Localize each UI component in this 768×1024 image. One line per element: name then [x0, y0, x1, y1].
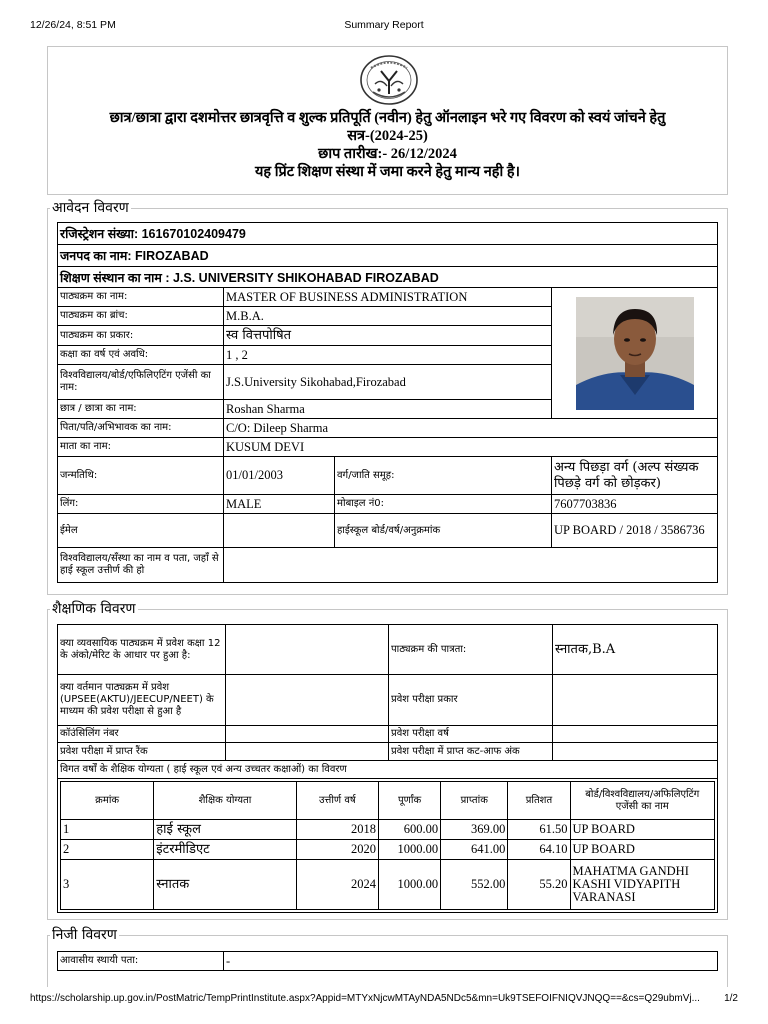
rank-value: [226, 743, 389, 761]
email-value: [224, 514, 335, 548]
education-history-label: विगत वर्षों के शैक्षिक योग्यता ( हाई स्कूल एवं अन्य उच्चतर कक्षाओं) का विवरण: [58, 761, 718, 779]
report-header: [47, 46, 728, 195]
table-row: [61, 820, 715, 840]
personal-details-table: [57, 951, 718, 971]
entrance-admission-value: [226, 675, 389, 726]
email-label: ईमेल: [58, 514, 224, 548]
education-history-cell: [58, 779, 718, 913]
year-label: कक्षा का वर्ष एवं अवधि:: [58, 346, 224, 365]
print-datetime: 12/26/24, 8:51 PM: [30, 19, 116, 31]
student-photo: [576, 297, 694, 410]
application-details-legend: आवेदन विवरण: [52, 200, 129, 216]
exam-year-value: [553, 726, 718, 743]
highschool-address-value: [224, 548, 718, 583]
dob-value: 01/01/2003: [224, 457, 335, 495]
education-header-row: [61, 782, 715, 820]
row-obtained-marks: 641.00: [441, 840, 508, 860]
row-serial: 3: [61, 860, 154, 910]
up-government-emblem-icon: [359, 54, 419, 106]
print-header: [30, 19, 738, 33]
header-notice: यह प्रिंट शिक्षण संस्था में जमा करने हेतु मान्य नही है।: [254, 164, 521, 180]
institution-name: शिक्षण संस्थान का नाम : J.S. UNIVERSITY SHIKOHABAD FIROZABAD: [58, 267, 718, 288]
father-name-value: C/O: Dileep Sharma: [224, 419, 718, 438]
personal-details-legend: निजी विवरण: [52, 927, 117, 943]
exam-year-label: प्रवेश परीक्षा वर्ष: [389, 726, 553, 743]
rank-label: प्रवेश परीक्षा में प्राप्त रैंक: [58, 743, 226, 761]
counselling-label: कॉउंसिलिंग नंबर: [58, 726, 226, 743]
gender-label: लिंग:: [58, 495, 224, 514]
row-max-marks: 1000.00: [378, 840, 440, 860]
mother-name-value: KUSUM DEVI: [224, 438, 718, 457]
col-qualification: शैक्षिक योग्यता: [154, 782, 296, 820]
category-value: अन्य पिछड़ा वर्ग (अल्प संख्यक पिछड़े वर्ग को छोड़कर): [552, 457, 718, 495]
row-pass-year: 2024: [296, 860, 378, 910]
district-name: जनपद का नाम: FIROZABAD: [58, 245, 718, 267]
entrance-admission-label: क्या वर्तमान पाठ्यक्रम में प्रवेश (UPSEE(AKTU)/JEECUP/NEET) के माध्यम की प्रवेश परीक्षा से हुआ है: [58, 675, 226, 726]
counselling-value: [226, 726, 389, 743]
col-serial: क्रमांक: [61, 782, 154, 820]
row-serial: 2: [61, 840, 154, 860]
highschool-address-label: विश्वविद्यालय/सँस्था का नाम व पता, जहाँ से हाई स्कूल उत्तीर्ण की हो: [58, 548, 224, 583]
address-label: आवासीय स्थायी पता:: [58, 952, 224, 971]
mobile-label: मोबाइल नं0:: [335, 495, 552, 514]
col-max-marks: पूर्णांक: [378, 782, 440, 820]
year-value: 1 , 2: [224, 346, 552, 365]
header-session: सत्र-(2024-25): [347, 128, 428, 144]
dob-label: जन्मतिथि:: [58, 457, 224, 495]
row-percentage: 61.50: [508, 820, 570, 840]
row-qualification: स्नातक: [154, 860, 296, 910]
father-name-label: पिता/पति/अभिभावक का नाम:: [58, 419, 224, 438]
student-name-value: Roshan Sharma: [224, 400, 552, 419]
print-page-number: 1/2: [724, 993, 738, 1004]
course-type-value: स्व वित्तपोषित: [224, 326, 552, 346]
application-details-table: [57, 222, 718, 583]
table-row: [61, 860, 715, 910]
row-board: UP BOARD: [570, 820, 714, 840]
exam-type-label: प्रवेश परीक्षा प्रकार: [389, 675, 553, 726]
col-board: बोर्ड/विश्वविद्यालय/अफिलिएटिंग एजेंसी का नाम: [570, 782, 714, 820]
address-value: -: [224, 952, 718, 971]
row-max-marks: 600.00: [378, 820, 440, 840]
highschool-value: UP BOARD / 2018 / 3586736: [552, 514, 718, 548]
col-obtained-marks: प्राप्तांक: [441, 782, 508, 820]
row-pass-year: 2020: [296, 840, 378, 860]
gender-value: MALE: [224, 495, 335, 514]
branch-value: M.B.A.: [224, 307, 552, 326]
highschool-label: हाईस्कूल बोर्ड/वर्ष/अनुक्रमांक: [335, 514, 552, 548]
row-percentage: 55.20: [508, 860, 570, 910]
row-qualification: इंटरमीडिएट: [154, 840, 296, 860]
row-max-marks: 1000.00: [378, 860, 440, 910]
eligibility-label: पाठ्यक्रम की पात्रता:: [389, 625, 553, 675]
course-name-value: MASTER OF BUSINESS ADMINISTRATION: [224, 288, 552, 307]
cutoff-label: प्रवेश परीक्षा में प्राप्त कट-आफ अंक: [389, 743, 553, 761]
student-photo-cell: [552, 288, 718, 419]
print-url: https://scholarship.up.gov.in/PostMatric/TempPrintInstitute.aspx?Appid=MTYxNjcwMTAyNDA5NDc5&mn=Uk9TSEFOIFNIQVJNQQ==&cs=Q29ubmVj...: [30, 993, 700, 1004]
university-label: विश्वविद्यालय/बोर्ड/एफिलिएटिंग एजेंसी का नाम:: [58, 365, 224, 400]
mother-name-label: माता का नाम:: [58, 438, 224, 457]
university-value: J.S.University Sikohabad,Firozabad: [224, 365, 552, 400]
col-pass-year: उत्तीर्ण वर्ष: [296, 782, 378, 820]
category-label: वर्ग/जाति समूह:: [335, 457, 552, 495]
header-print-date: छाप तारीख:- 26/12/2024: [318, 146, 457, 162]
eligibility-value: स्नातक,B.A: [553, 625, 718, 675]
col-percentage: प्रतिशत: [508, 782, 570, 820]
row-percentage: 64.10: [508, 840, 570, 860]
row-obtained-marks: 369.00: [441, 820, 508, 840]
print-page-title: Summary Report: [344, 19, 424, 31]
student-name-label: छात्र / छात्रा का नाम:: [58, 400, 224, 419]
row-board: MAHATMA GANDHI KASHI VIDYAPITH VARANASI: [570, 860, 714, 910]
academic-details-legend: शैक्षणिक विवरण: [52, 601, 136, 617]
academic-details-table: [57, 624, 718, 913]
row-serial: 1: [61, 820, 154, 840]
branch-label: पाठ्यक्रम का ब्रांच:: [58, 307, 224, 326]
exam-type-value: [553, 675, 718, 726]
row-board: UP BOARD: [570, 840, 714, 860]
cutoff-value: [553, 743, 718, 761]
registration-number: रजिस्ट्रेशन संख्या: 161670102409479: [58, 223, 718, 245]
mobile-value: 7607703836: [552, 495, 718, 514]
table-row: [61, 840, 715, 860]
merit-admission-label: क्या व्यवसायिक पाठ्यक्रम में प्रवेश कक्षा 12 के अंको/मेरिट के आधार पर हुआ है:: [58, 625, 226, 675]
education-history-table: [60, 781, 715, 910]
row-qualification: हाई स्कूल: [154, 820, 296, 840]
course-type-label: पाठ्यक्रम का प्रकार:: [58, 326, 224, 346]
merit-admission-value: [226, 625, 389, 675]
row-pass-year: 2018: [296, 820, 378, 840]
course-name-label: पाठ्यक्रम का नाम:: [58, 288, 224, 307]
row-obtained-marks: 552.00: [441, 860, 508, 910]
header-title: छात्र/छात्रा द्वारा दशमोत्तर छात्रवृत्ति व शुल्क प्रतिपूर्ति (नवीन) हेतु ऑनलाइन भरे गए विवरण को स्वयं जांचने हेतु: [109, 110, 666, 126]
